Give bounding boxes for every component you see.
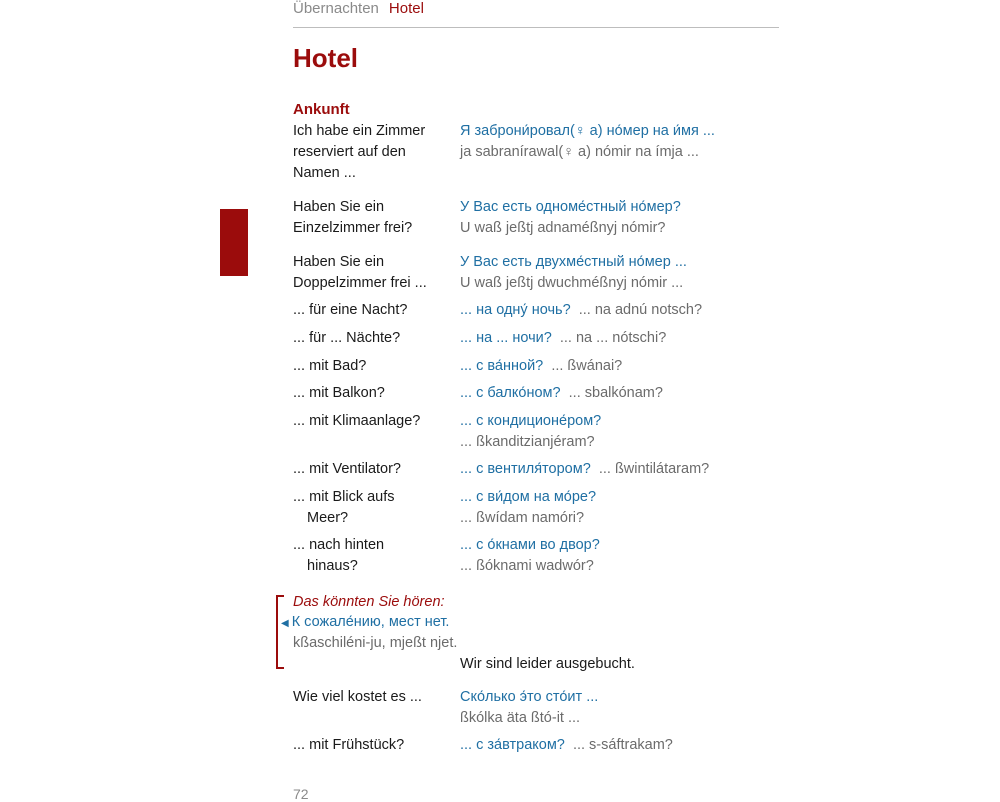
phrase-german (293, 411, 453, 432)
phrase-german-line: ... mit Blick aufs (293, 489, 395, 505)
phrase-russian (460, 328, 780, 349)
phrase-russian (460, 487, 780, 529)
chapter-thumb-tab (220, 209, 248, 276)
phrase-german-line: Haben Sie ein (293, 254, 385, 270)
triangle-left-icon: ◀ (281, 618, 289, 629)
transliteration: ßkólka äta ßtó-it ... (460, 710, 581, 726)
russian-text: ... с ва́нной? (460, 358, 544, 374)
phrase-russian (460, 411, 780, 453)
phrase-german-line: ... mit Frühstück? (293, 737, 405, 753)
phrase-german-line: ... nach hinten (293, 537, 385, 553)
phrase-german (293, 383, 453, 404)
phrase-german (293, 487, 453, 529)
phrase-russian (460, 197, 780, 239)
transliteration: ... ßwintilátaram? (598, 461, 710, 477)
listening-heading: Das könnten Sie hören: (293, 594, 445, 610)
breadcrumb-parent: Übernachten (293, 0, 379, 17)
transliteration: ... na adnú notsch? (578, 302, 703, 318)
russian-text: К сожале́нию, мест нет. (291, 614, 450, 630)
phrase-german (293, 328, 453, 349)
phrase-german (293, 300, 453, 321)
phrase-german-line: Namen ... (293, 165, 356, 181)
phrase-german-line: Doppelzimmer frei ... (293, 275, 427, 291)
russian-text: ... с о́кнами во двор? (460, 537, 600, 553)
phrase-german-line: Wie viel kostet es ... (293, 689, 422, 705)
russian-text: ... на ... ночи? (460, 330, 552, 346)
transliteration: ... sbalkónam? (568, 385, 663, 401)
phrase-german-line: ... mit Bad? (293, 358, 367, 374)
phrase-german-line: Meer? (307, 510, 349, 526)
russian-text: ... с вентиля́тором? (460, 461, 591, 477)
phrase-german-line: hinaus? (307, 558, 358, 574)
transliteration: U waß jeßtj dwuchméßnyj nómir ... (460, 275, 684, 291)
phrase-russian (460, 687, 780, 729)
phrase-german-line: Ich habe ein Zimmer (293, 123, 426, 139)
page-number: 72 (293, 786, 309, 802)
phrase-german (293, 735, 453, 756)
phrase-german-line: ... mit Balkon? (293, 385, 385, 401)
phrase-german-line: ... mit Ventilator? (293, 461, 401, 477)
russian-text: Я заброни́ровал(♀ а) но́мер на и́мя ... (460, 123, 715, 139)
phrase-russian (460, 356, 780, 377)
transliteration: ... ßkanditzianjéram? (460, 434, 595, 450)
phrase-russian (460, 383, 780, 404)
transliteration: ... na ... nótschi? (559, 330, 667, 346)
transliteration: ... ßwídam namóri? (460, 510, 585, 526)
breadcrumb (293, 0, 424, 18)
page-title: Hotel (293, 43, 358, 73)
russian-text: У Вас есть двухме́стный но́мер ... (460, 254, 687, 270)
breadcrumb-current: Hotel (388, 0, 424, 17)
transliteration: U waß jeßtj adnaméßnyj nómir? (460, 220, 666, 236)
phrase-german (293, 356, 453, 377)
phrase-russian (460, 121, 780, 163)
section-heading: Ankunft (293, 101, 350, 118)
phrase-german (293, 121, 453, 184)
russian-text: ... с кондиционе́ром? (460, 413, 602, 429)
phrase-german (293, 687, 453, 708)
transliteration: ... ßwánai? (551, 358, 623, 374)
russian-text: ... с за́втраком? (460, 737, 565, 753)
phrase-russian (460, 735, 780, 756)
transliteration: ... ßóknami wadwór? (460, 558, 594, 574)
phrase-german-line: Haben Sie ein (293, 199, 385, 215)
phrase-german-line: reserviert auf den (293, 144, 406, 160)
header-divider (293, 27, 779, 28)
russian-text: ... на одну́ ночь? (460, 302, 571, 318)
phrase-german-line: ... mit Klimaanlage? (293, 413, 421, 429)
phrase-german (293, 535, 453, 577)
transliteration: ja sabranírawal(♀ a) nómir na ímja ... (460, 144, 699, 160)
phrase-russian (460, 459, 780, 480)
transliteration: ... s-sáftrakam? (572, 737, 673, 753)
phrase-german-line: ... für eine Nacht? (293, 302, 408, 318)
listening-transliteration: kßaschiléni-ju, mjeßt njet. (293, 635, 458, 651)
listening-russian (281, 612, 449, 634)
russian-text: Ско́лько э́то сто́ит ... (460, 689, 599, 705)
russian-text: ... с ви́дом на мо́ре? (460, 489, 597, 505)
phrase-german (293, 459, 453, 480)
russian-text: ... с балко́ном? (460, 385, 561, 401)
listening-german: Wir sind leider ausgebucht. (460, 656, 635, 672)
phrase-german-line: Einzelzimmer frei? (293, 220, 413, 236)
phrase-german-line: ... für ... Nächte? (293, 330, 401, 346)
phrase-russian (460, 300, 780, 321)
phrase-german (293, 252, 453, 294)
phrase-russian (460, 252, 780, 294)
russian-text: У Вас есть одноме́стный но́мер? (460, 199, 681, 215)
phrase-german (293, 197, 453, 239)
phrase-russian (460, 535, 780, 577)
